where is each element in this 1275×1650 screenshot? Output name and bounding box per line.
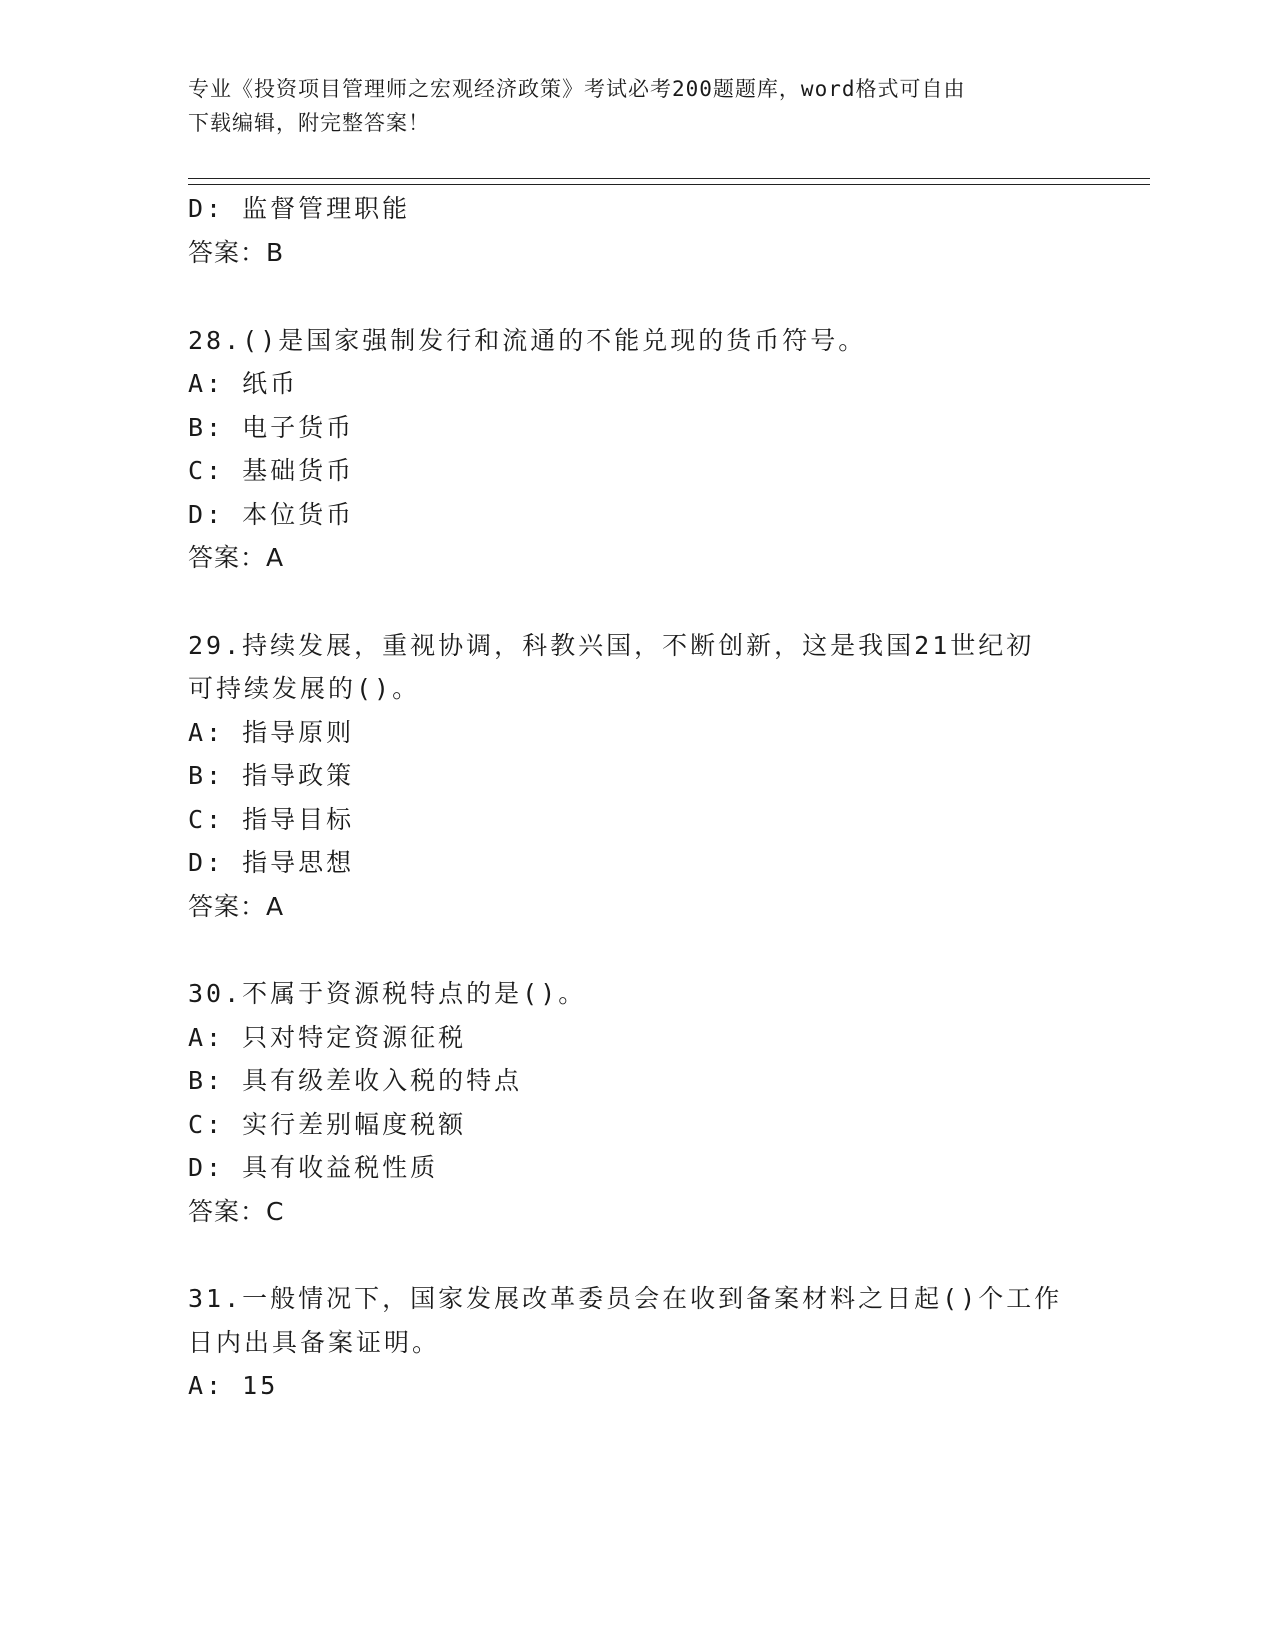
option-c: C: 指导目标 [188,805,355,834]
option-d: D: 具有收益税性质 [188,1153,439,1182]
option-c: C: 基础货币 [188,456,355,485]
option-b: B: 具有级差收入税的特点 [188,1066,523,1095]
question-stem: 30.不属于资源税特点的是()。 [188,979,587,1008]
option-d: D: 指导思想 [188,848,355,877]
question-stem: 29.持续发展，重视协调，科教兴国，不断创新，这是我国21世纪初 [188,631,1035,660]
header-divider-top [188,178,1150,179]
answer-line: 答案：A [188,892,285,921]
question-stem-continued: 可持续发展的()。 [188,674,421,703]
option-d: D: 本位货币 [188,500,355,529]
header-line-1: 专业《投资项目管理师之宏观经济政策》考试必考200题题库，word格式可自由 [188,77,966,101]
header-line-2: 下载编辑，附完整答案！ [188,111,430,135]
option-c: C: 实行差别幅度税额 [188,1110,467,1139]
question-stem: 28.()是国家强制发行和流通的不能兑现的货币符号。 [188,326,867,355]
option-a: A: 指导原则 [188,718,355,747]
question-stem: 31.一般情况下，国家发展改革委员会在收到备案材料之日起()个工作 [188,1284,1063,1313]
option-b: B: 指导政策 [188,761,355,790]
option-a: A: 纸币 [188,369,299,398]
option-a: A: 15 [188,1371,279,1400]
document-header [188,72,1068,140]
answer-line: 答案：A [188,543,285,572]
answer-line: 答案：C [188,1197,285,1226]
option-a: A: 只对特定资源征税 [188,1023,467,1052]
header-divider-bottom [188,184,1150,185]
option-b: B: 电子货币 [188,413,355,442]
answer-line: 答案：B [188,238,285,267]
question-stem-continued: 日内出具备案证明。 [188,1328,441,1357]
option-d: D: 监督管理职能 [188,194,411,223]
